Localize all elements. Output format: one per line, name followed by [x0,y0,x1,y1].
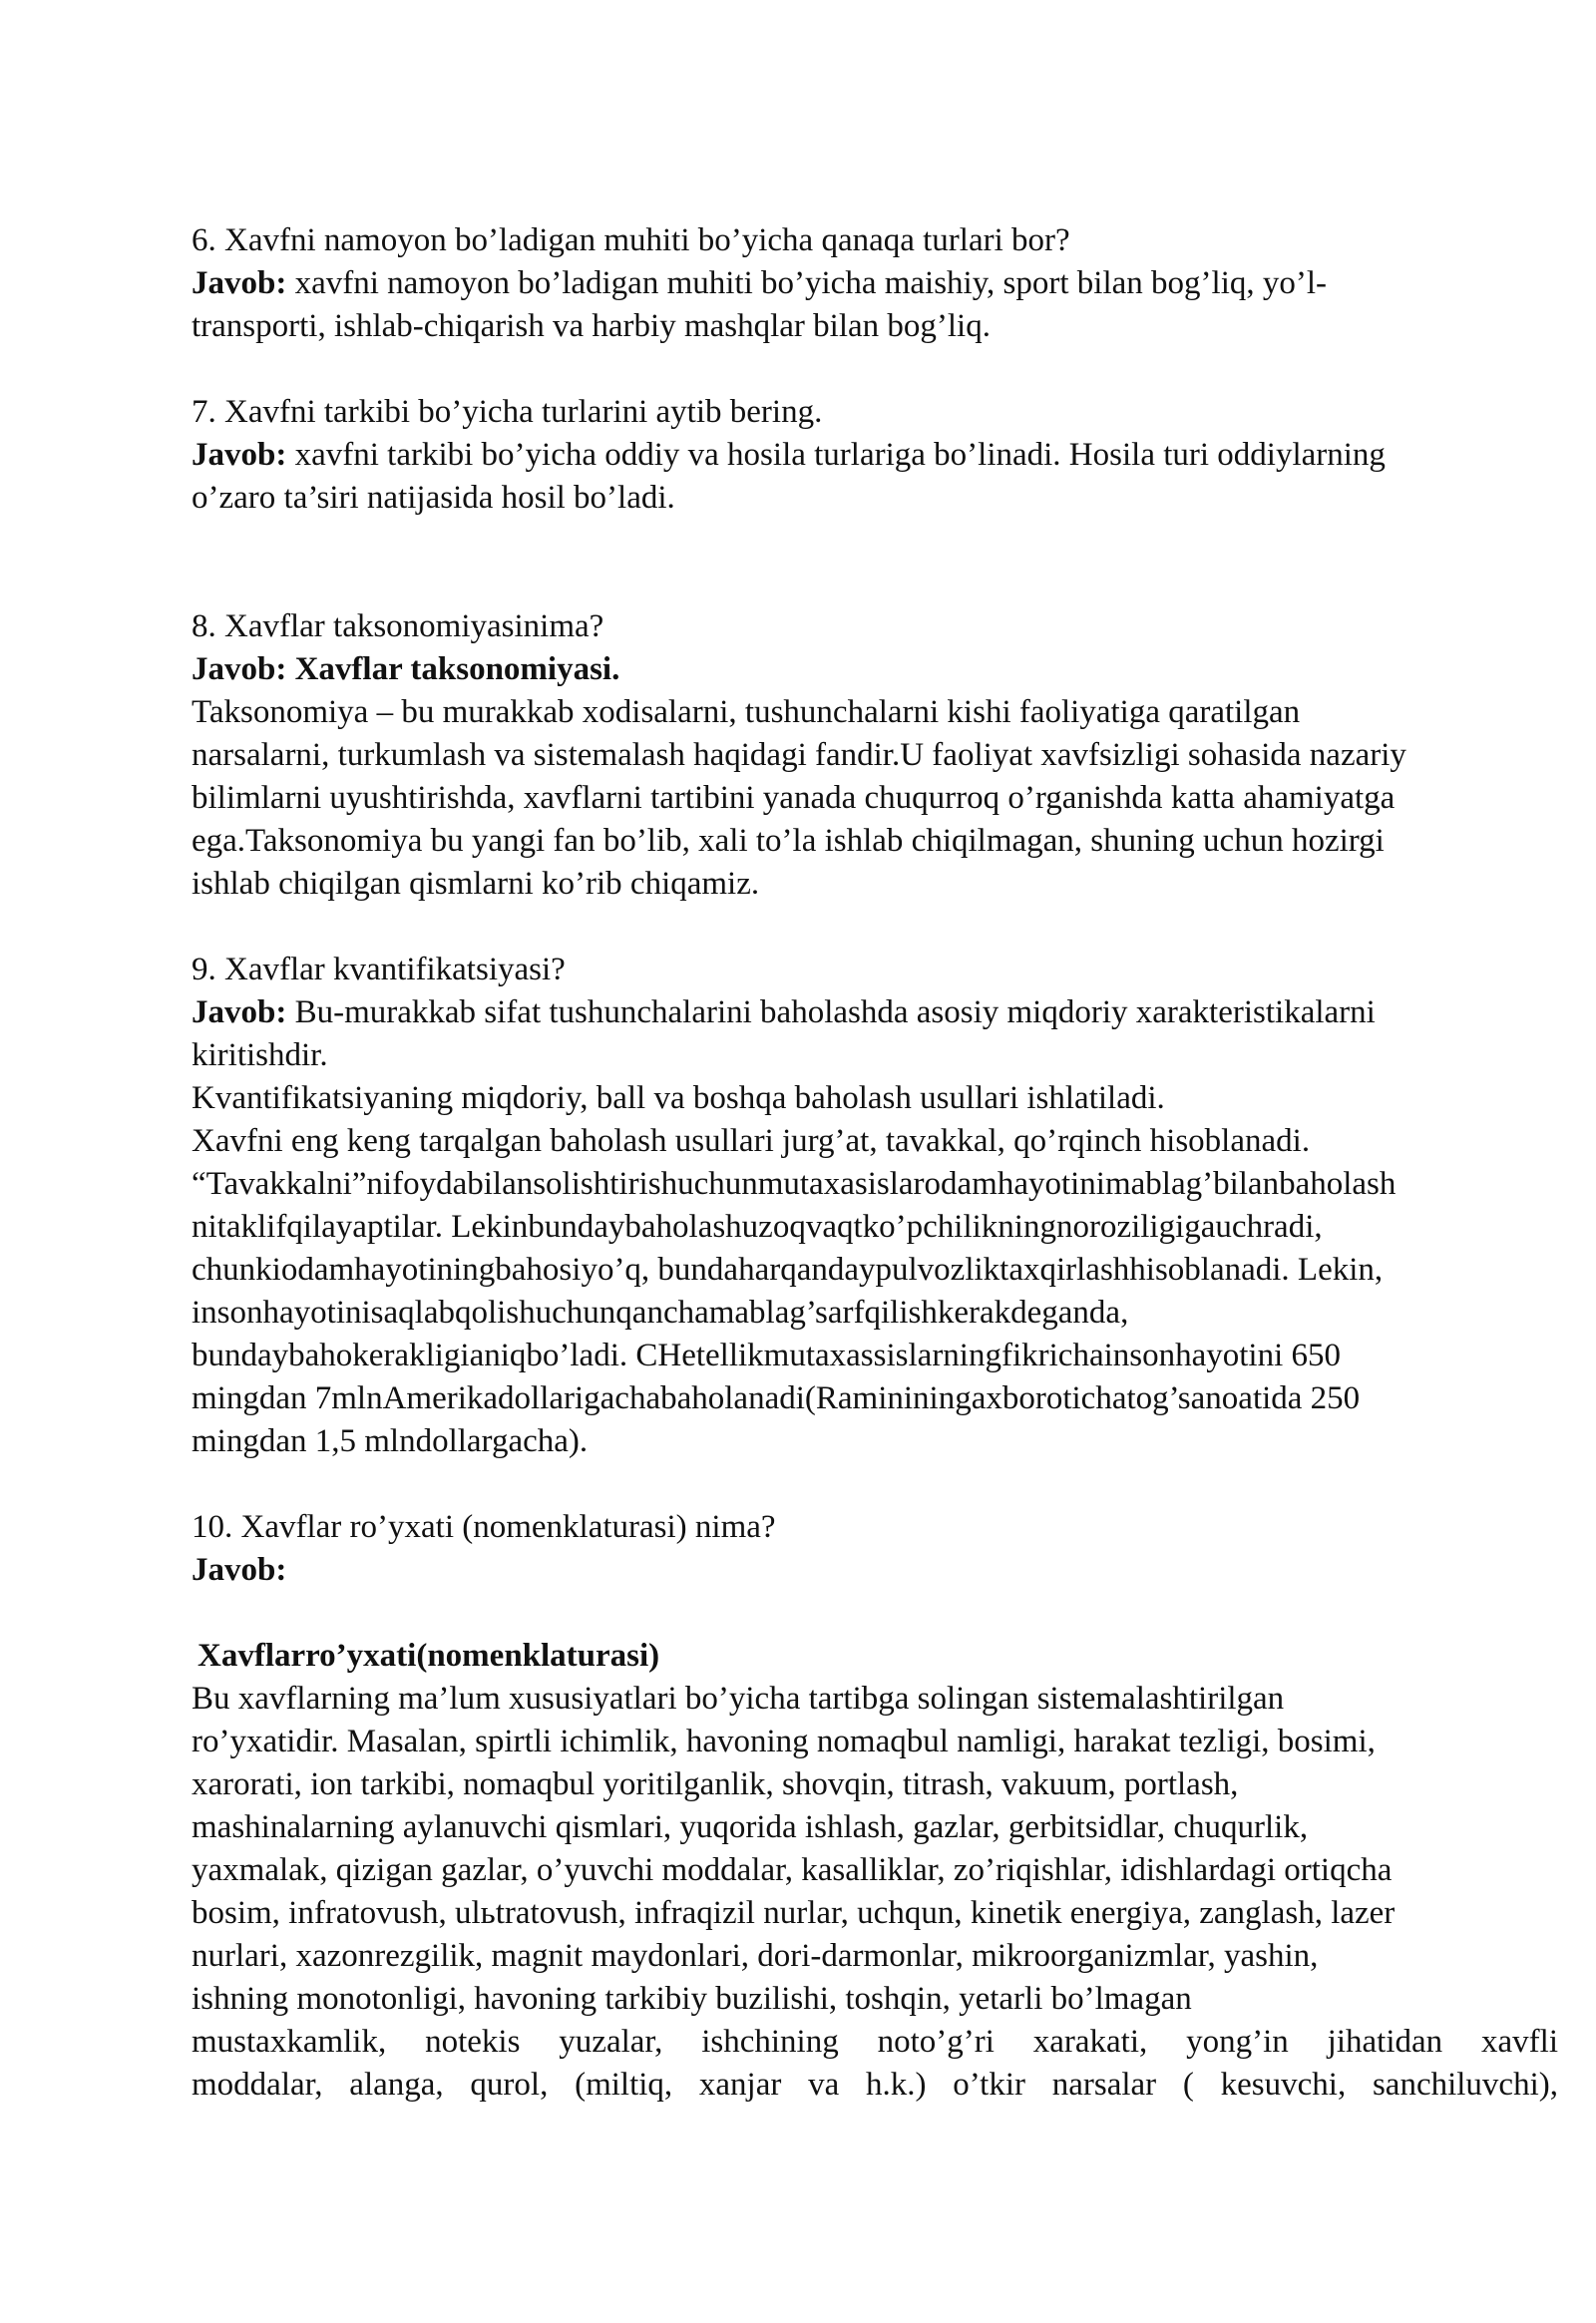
question-8-block [192,605,1558,906]
spacer [192,906,1558,949]
answer-6-line-2: transporti, ishlab-chiqarish va harbiy mashqlar bilan bog’liq. [192,308,991,344]
answer-10-line-4: mashinalarning aylanuvchi qismlari, yuqorida ishlash, gazlar, gerbitsidlar, chuqurlik, [192,1809,1309,1845]
answer-9-line-2: kiritishdir. [192,1037,328,1073]
question-10-text: 10. Xavflar ro’yxati (nomenklaturasi) nima? [192,1509,776,1545]
answer-8-line-2: narsalarni, turkumlash va sistemalash haqidagi fandir.U faoliyat xavfsizligi sohasida nazariy [192,737,1406,773]
answer-9-line-3: Kvantifikatsiyaning miqdoriy, ball va boshqa baholash usullari ishlatiladi. [192,1080,1165,1116]
answer-7-text-1: xavfni tarkibi bo’yicha oddiy va hosila turlariga bo’linadi. Hosila turi oddiylarning [286,437,1386,473]
answer-8-line-3: bilimlarni uyushtirishda, xavflarni tartibini yanada chuqurroq o’rganishda katta ahamiyatga [192,780,1396,816]
answer-9-line-9: bundaybahokerakligianiqbo’ladi. CHetellikmutaxassislarningfikrichainsonhayotini 650 [192,1338,1342,1373]
answer-6-text-1: xavfni namoyon bo’ladigan muhiti bo’yicha maishiy, sport bilan bog’liq, yo’l- [286,265,1328,301]
answer-8-line-4: ega.Taksonomiya bu yangi fan bo’lib, xali to’la ishlab chiqilmagan, shuning uchun hozirgi [192,823,1385,859]
answer-8-label: Javob: Xavflar taksonomiyasi. [192,651,620,687]
answer-8-line-1: Taksonomiya – bu murakkab xodisalarni, tushunchalarni kishi faoliyatiga qaratilgan [192,694,1301,730]
answer-10-line-2: ro’yxatidir. Masalan, spirtli ichimlik, havoning nomaqbul namligi, harakat tezligi, bosimi, [192,1724,1376,1759]
answer-9-line-1 [192,991,1558,1034]
answer-label: Javob: [192,994,287,1030]
answer-9-line-11: mingdan 1,5 mlndollargacha). [192,1423,589,1459]
answer-10-label: Javob: [192,1552,287,1588]
document-content [192,219,1558,2107]
answer-8-line-5: ishlab chiqilgan qismlarni ko’rib chiqamiz. [192,866,760,902]
answer-9-line-7: chunkiodamhayotiningbahosiyo’q, bundaharqandaypulvozliktaxqirlashhisoblanadi. Lekin, [192,1252,1384,1288]
answer-10-line-8: ishning monotonligi, havoning tarkibiy buzilishi, toshqin, yetarli bo’lmagan [192,1981,1192,2017]
answer-10-line-5: yaxmalak, qizigan gazlar, o’yuvchi moddalar, kasalliklar, zo’riqishlar, idishlardagi ortiqcha [192,1852,1393,1888]
answer-label: Javob: [192,437,287,473]
answer-7-line-1 [192,434,1558,477]
answer-10-line-6: bosim, infratovush, ulьtratovush, infraqizil nurlar, uchqun, kinetik energiya, zanglash, lazer [192,1895,1396,1931]
answer-10-line-9: mustaxkamlik, notekis yuzalar, ishchining noto’g’ri xarakati, yong’in jihatidan xavfli [192,2024,1558,2060]
question-8-text: 8. Xavflar taksonomiyasinima? [192,608,604,644]
answer-10-line-3: xarorati, ion tarkibi, nomaqbul yoritilganlik, shovqin, titrash, vakuum, portlash, [192,1766,1239,1802]
question-6-text: 6. Xavfni namoyon bo’ladigan muhiti bo’yicha qanaqa turlari bor? [192,222,1070,258]
answer-10-line-7: nurlari, xazonrezgilik, magnit maydonlari, dori-darmonlar, mikroorganizmlar, yashin, [192,1938,1319,1974]
spacer [192,348,1558,391]
question-10-block [192,1506,1558,2107]
answer-9-line-8: insonhayotinisaqlabqolishuchunqanchamablag’sarfqilishkerakdeganda, [192,1295,1129,1331]
answer-9-text-1: Bu-murakkab sifat tushunchalarini baholashda asosiy miqdoriy xarakteristikalarni [286,994,1376,1030]
section-heading: Xavflarro’yxati(nomenklaturasi) [198,1638,660,1674]
spacer [192,520,1558,605]
answer-6-line-1 [192,262,1558,305]
answer-9-line-5: “Tavakkalni”nifoydabilansolishtirishuchunmutaxasislarodamhayotinimablag’bilanbaholash [192,1166,1396,1202]
question-7-block [192,391,1558,520]
answer-9-line-6: nitaklifqilayaptilar. Lekinbundaybaholashuzoqvaqtko’pchilikningnoroziligigauchradi, [192,1209,1323,1245]
question-6-block [192,219,1558,348]
answer-9-line-4: Xavfni eng keng tarqalgan baholash usullari jurg’at, tavakkal, qo’rqinch hisoblanadi. [192,1123,1311,1159]
answer-label: Javob: [192,265,287,301]
spacer [192,1592,1558,1635]
spacer [192,1463,1558,1506]
answer-7-line-2: o’zaro ta’siri natijasida hosil bo’ladi. [192,480,675,516]
answer-10-line-1: Bu xavflarning ma’lum xususiyatlari bo’yicha tartibga solingan sistemalashtirilgan [192,1681,1285,1717]
question-9-block [192,949,1558,1463]
answer-9-line-10: mingdan 7mlnAmerikadollarigachabaholanadi(Ramininingaxborotichatog’sanoatida 250 [192,1380,1361,1416]
question-9-text: 9. Xavflar kvantifikatsiyasi? [192,952,566,987]
question-7-text: 7. Xavfni tarkibi bo’yicha turlarini aytib bering. [192,394,823,430]
answer-10-line-10: moddalar, alanga, qurol, (miltiq, xanjar va h.k.) o’tkir narsalar ( kesuvchi, sanchiluvchi), [192,2067,1558,2103]
